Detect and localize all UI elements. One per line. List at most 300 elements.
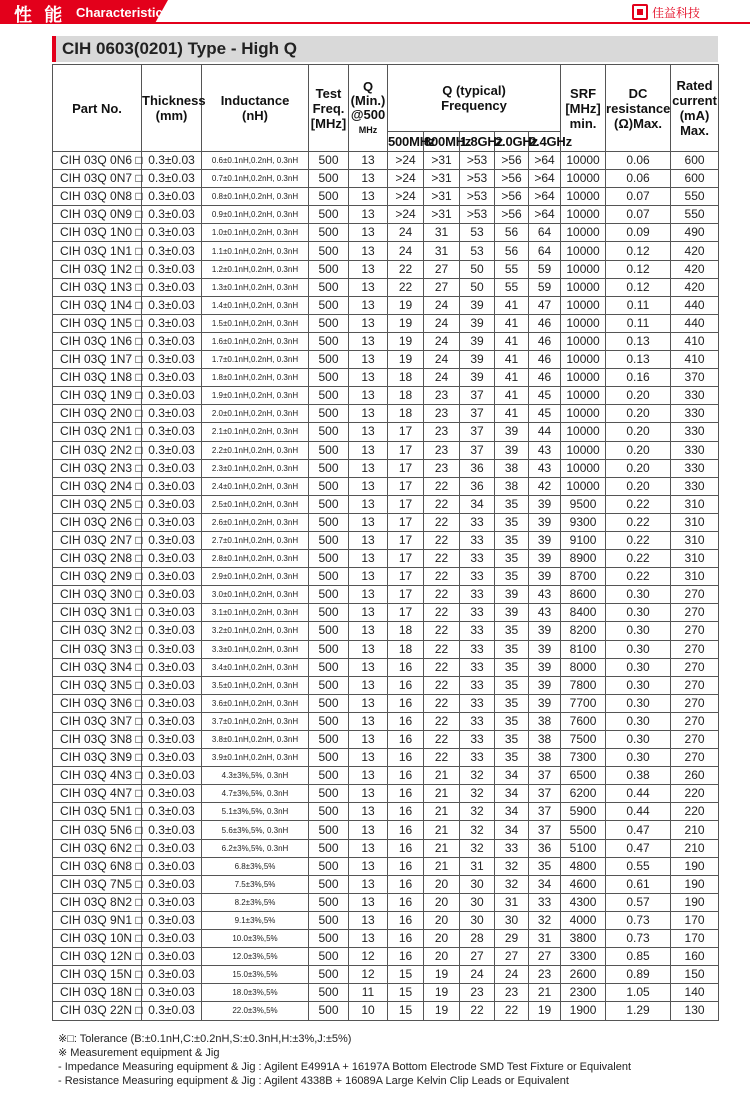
- cell-q-800mhz: 24: [424, 332, 460, 350]
- cell-srf: 10000: [561, 441, 606, 459]
- table-row: [53, 260, 719, 278]
- cell-part-number: CIH 03Q 3N6 □: [53, 694, 142, 712]
- cell-q-800mhz: 22: [424, 477, 460, 495]
- cell-q-1.8ghz: 32: [460, 821, 495, 839]
- cell-rated-current: 220: [671, 785, 719, 803]
- cell-rated-current: 440: [671, 314, 719, 332]
- cell-part-number: CIH 03Q 1N3 □: [53, 278, 142, 296]
- cell-q-2.4ghz: >64: [529, 206, 561, 224]
- note-impedance-equipment: - Impedance Measuring equipment & Jig : Agilent E4991A + 16197A Bottom Electrode SMD Test Fixture or Equivalent: [58, 1061, 632, 1073]
- cell-srf: 4000: [561, 911, 606, 929]
- cell-rated-current: 160: [671, 948, 719, 966]
- table-row: [53, 206, 719, 224]
- table-row: [53, 785, 719, 803]
- cell-q-min: 13: [349, 495, 388, 513]
- cell-q-2.4ghz: 44: [529, 423, 561, 441]
- cell-q-2.4ghz: 35: [529, 857, 561, 875]
- cell-q-500mhz: 16: [388, 658, 424, 676]
- cell-dc-resistance: 1.05: [606, 984, 671, 1002]
- cell-srf: 10000: [561, 278, 606, 296]
- cell-q-2.4ghz: 39: [529, 495, 561, 513]
- cell-q-1.8ghz: >53: [460, 152, 495, 170]
- cell-inductance: 2.1±0.1nH,0.2nH, 0.3nH: [202, 423, 309, 441]
- cell-q-1.8ghz: 39: [460, 314, 495, 332]
- cell-srf: 10000: [561, 405, 606, 423]
- cell-q-2.4ghz: 45: [529, 387, 561, 405]
- cell-q-500mhz: 16: [388, 875, 424, 893]
- cell-rated-current: 420: [671, 242, 719, 260]
- cell-q-1.8ghz: 36: [460, 459, 495, 477]
- cell-inductance: 22.0±3%,5%: [202, 1002, 309, 1020]
- cell-q-2.4ghz: 46: [529, 314, 561, 332]
- cell-inductance: 1.1±0.1nH,0.2nH, 0.3nH: [202, 242, 309, 260]
- cell-q-2.4ghz: 32: [529, 911, 561, 929]
- cell-test-freq: 500: [309, 314, 349, 332]
- cell-inductance: 1.2±0.1nH,0.2nH, 0.3nH: [202, 260, 309, 278]
- cell-q-1.8ghz: 33: [460, 604, 495, 622]
- cell-thickness: 0.3±0.03: [142, 351, 202, 369]
- cell-part-number: CIH 03Q 3N3 □: [53, 640, 142, 658]
- cell-part-number: CIH 03Q 1N0 □: [53, 224, 142, 242]
- cell-q-500mhz: 17: [388, 513, 424, 531]
- cell-test-freq: 500: [309, 568, 349, 586]
- cell-inductance: 3.0±0.1nH,0.2nH, 0.3nH: [202, 586, 309, 604]
- cell-dc-resistance: 0.30: [606, 712, 671, 730]
- cell-srf: 1900: [561, 1002, 606, 1020]
- cell-q-min: 13: [349, 369, 388, 387]
- table-row: [53, 622, 719, 640]
- cell-q-2.0ghz: 39: [495, 423, 529, 441]
- cell-test-freq: 500: [309, 857, 349, 875]
- cell-q-min: 11: [349, 984, 388, 1002]
- cell-test-freq: 500: [309, 152, 349, 170]
- header-title-en: Characteristics: [76, 5, 170, 20]
- cell-inductance: 10.0±3%,5%: [202, 930, 309, 948]
- cell-inductance: 1.9±0.1nH,0.2nH, 0.3nH: [202, 387, 309, 405]
- cell-q-500mhz: 16: [388, 712, 424, 730]
- cell-q-1.8ghz: 32: [460, 803, 495, 821]
- cell-q-min: 13: [349, 731, 388, 749]
- cell-dc-resistance: 0.12: [606, 278, 671, 296]
- cell-q-2.0ghz: >56: [495, 188, 529, 206]
- cell-q-min: 13: [349, 206, 388, 224]
- cell-q-800mhz: 22: [424, 676, 460, 694]
- cell-dc-resistance: 0.44: [606, 785, 671, 803]
- table-row: [53, 423, 719, 441]
- cell-inductance: 8.2±3%,5%: [202, 893, 309, 911]
- cell-dc-resistance: 0.22: [606, 495, 671, 513]
- cell-test-freq: 500: [309, 332, 349, 350]
- table-row: [53, 242, 719, 260]
- note-measurement-title: ※ Measurement equipment & Jig: [58, 1047, 220, 1059]
- cell-q-2.4ghz: 39: [529, 658, 561, 676]
- cell-srf: 9500: [561, 495, 606, 513]
- cell-q-2.4ghz: 21: [529, 984, 561, 1002]
- cell-q-800mhz: 23: [424, 459, 460, 477]
- cell-q-2.0ghz: 35: [495, 568, 529, 586]
- cell-q-2.4ghz: 39: [529, 676, 561, 694]
- cell-srf: 9100: [561, 531, 606, 549]
- cell-q-2.0ghz: 56: [495, 224, 529, 242]
- cell-part-number: CIH 03Q 3N2 □: [53, 622, 142, 640]
- cell-thickness: 0.3±0.03: [142, 966, 202, 984]
- cell-q-2.4ghz: 59: [529, 260, 561, 278]
- cell-rated-current: 370: [671, 369, 719, 387]
- cell-srf: 7300: [561, 749, 606, 767]
- cell-q-2.0ghz: 41: [495, 405, 529, 423]
- cell-srf: 5500: [561, 821, 606, 839]
- cell-part-number: CIH 03Q 3N1 □: [53, 604, 142, 622]
- cell-inductance: 3.4±0.1nH,0.2nH, 0.3nH: [202, 658, 309, 676]
- cell-dc-resistance: 0.30: [606, 658, 671, 676]
- cell-rated-current: 410: [671, 332, 719, 350]
- table-row: [53, 731, 719, 749]
- cell-test-freq: 500: [309, 495, 349, 513]
- table-row: [53, 640, 719, 658]
- cell-part-number: CIH 03Q 1N1 □: [53, 242, 142, 260]
- table-row: [53, 930, 719, 948]
- cell-dc-resistance: 0.89: [606, 966, 671, 984]
- cell-rated-current: 310: [671, 513, 719, 531]
- cell-inductance: 3.1±0.1nH,0.2nH, 0.3nH: [202, 604, 309, 622]
- header-q-min: [349, 65, 388, 152]
- cell-dc-resistance: 0.20: [606, 477, 671, 495]
- cell-test-freq: 500: [309, 712, 349, 730]
- cell-srf: 10000: [561, 369, 606, 387]
- cell-dc-resistance: 0.73: [606, 911, 671, 929]
- cell-q-2.4ghz: 43: [529, 586, 561, 604]
- cell-dc-resistance: 0.12: [606, 260, 671, 278]
- cell-srf: 10000: [561, 459, 606, 477]
- cell-q-2.0ghz: 32: [495, 857, 529, 875]
- cell-q-2.0ghz: 35: [495, 622, 529, 640]
- cell-q-min: 13: [349, 857, 388, 875]
- cell-q-2.0ghz: 27: [495, 948, 529, 966]
- cell-test-freq: 500: [309, 531, 349, 549]
- cell-q-500mhz: 17: [388, 531, 424, 549]
- header-rated-current: Rated current (mA) Max.: [671, 65, 719, 152]
- cell-q-1.8ghz: 32: [460, 839, 495, 857]
- cell-inductance: 5.6±3%,5%, 0.3nH: [202, 821, 309, 839]
- cell-q-2.0ghz: 35: [495, 658, 529, 676]
- cell-q-2.0ghz: 56: [495, 242, 529, 260]
- cell-q-1.8ghz: 30: [460, 893, 495, 911]
- cell-inductance: 6.2±3%,5%, 0.3nH: [202, 839, 309, 857]
- cell-q-800mhz: 21: [424, 821, 460, 839]
- company-logo-text: 佳益科技: [652, 5, 701, 20]
- cell-thickness: 0.3±0.03: [142, 1002, 202, 1020]
- cell-q-1.8ghz: 27: [460, 948, 495, 966]
- cell-rated-current: 600: [671, 170, 719, 188]
- cell-q-min: 13: [349, 821, 388, 839]
- cell-q-500mhz: 18: [388, 640, 424, 658]
- cell-thickness: 0.3±0.03: [142, 531, 202, 549]
- cell-inductance: 4.7±3%,5%, 0.3nH: [202, 785, 309, 803]
- table-row: [53, 893, 719, 911]
- cell-test-freq: 500: [309, 477, 349, 495]
- cell-thickness: 0.3±0.03: [142, 857, 202, 875]
- cell-q-1.8ghz: 33: [460, 694, 495, 712]
- cell-rated-current: 270: [671, 731, 719, 749]
- cell-test-freq: 500: [309, 658, 349, 676]
- header-q-min-label: Q (Min.) @500: [350, 78, 386, 122]
- cell-test-freq: 500: [309, 930, 349, 948]
- cell-inductance: 3.6±0.1nH,0.2nH, 0.3nH: [202, 694, 309, 712]
- cell-thickness: 0.3±0.03: [142, 803, 202, 821]
- cell-inductance: 1.3±0.1nH,0.2nH, 0.3nH: [202, 278, 309, 296]
- cell-thickness: 0.3±0.03: [142, 459, 202, 477]
- cell-q-2.4ghz: 39: [529, 622, 561, 640]
- cell-q-min: 13: [349, 188, 388, 206]
- cell-thickness: 0.3±0.03: [142, 767, 202, 785]
- cell-part-number: CIH 03Q 0N7 □: [53, 170, 142, 188]
- cell-part-number: CIH 03Q 2N4 □: [53, 477, 142, 495]
- cell-q-500mhz: 16: [388, 911, 424, 929]
- cell-q-800mhz: 19: [424, 966, 460, 984]
- cell-q-2.4ghz: 37: [529, 767, 561, 785]
- cell-srf: 10000: [561, 387, 606, 405]
- header-q-min-unit: MHz: [358, 124, 378, 135]
- cell-inductance: 1.0±0.1nH,0.2nH, 0.3nH: [202, 224, 309, 242]
- cell-q-500mhz: 16: [388, 785, 424, 803]
- cell-q-min: 13: [349, 839, 388, 857]
- header-dc-resistance: DC resistance (Ω)Max.: [606, 65, 671, 152]
- cell-q-800mhz: 22: [424, 694, 460, 712]
- cell-rated-current: 170: [671, 930, 719, 948]
- cell-inductance: 0.6±0.1nH,0.2nH, 0.3nH: [202, 152, 309, 170]
- cell-q-500mhz: 18: [388, 369, 424, 387]
- cell-dc-resistance: 0.44: [606, 803, 671, 821]
- cell-q-min: 13: [349, 351, 388, 369]
- cell-q-1.8ghz: 32: [460, 767, 495, 785]
- cell-q-800mhz: >31: [424, 152, 460, 170]
- header-thickness: Thickness (mm): [142, 65, 202, 152]
- cell-inductance: 1.6±0.1nH,0.2nH, 0.3nH: [202, 332, 309, 350]
- cell-srf: 10000: [561, 152, 606, 170]
- cell-q-2.0ghz: 35: [495, 640, 529, 658]
- cell-q-500mhz: 24: [388, 242, 424, 260]
- cell-q-500mhz: 16: [388, 839, 424, 857]
- cell-srf: 10000: [561, 351, 606, 369]
- cell-q-2.4ghz: >64: [529, 188, 561, 206]
- cell-dc-resistance: 0.30: [606, 586, 671, 604]
- cell-q-500mhz: 17: [388, 477, 424, 495]
- cell-test-freq: 500: [309, 423, 349, 441]
- table-row: [53, 351, 719, 369]
- cell-thickness: 0.3±0.03: [142, 224, 202, 242]
- cell-srf: 10000: [561, 224, 606, 242]
- cell-dc-resistance: 0.22: [606, 513, 671, 531]
- cell-thickness: 0.3±0.03: [142, 640, 202, 658]
- cell-thickness: 0.3±0.03: [142, 694, 202, 712]
- cell-thickness: 0.3±0.03: [142, 296, 202, 314]
- cell-part-number: CIH 03Q 1N2 □: [53, 260, 142, 278]
- cell-part-number: CIH 03Q 3N9 □: [53, 749, 142, 767]
- cell-q-500mhz: 17: [388, 568, 424, 586]
- cell-q-500mhz: 16: [388, 893, 424, 911]
- cell-q-500mhz: 19: [388, 332, 424, 350]
- cell-inductance: 0.9±0.1nH,0.2nH, 0.3nH: [202, 206, 309, 224]
- cell-q-2.0ghz: 35: [495, 676, 529, 694]
- cell-q-500mhz: 16: [388, 948, 424, 966]
- cell-q-1.8ghz: 33: [460, 622, 495, 640]
- cell-q-500mhz: 17: [388, 604, 424, 622]
- cell-q-min: 13: [349, 875, 388, 893]
- cell-q-800mhz: 22: [424, 531, 460, 549]
- cell-thickness: 0.3±0.03: [142, 278, 202, 296]
- cell-q-1.8ghz: 22: [460, 1002, 495, 1020]
- cell-q-min: 13: [349, 785, 388, 803]
- cell-inductance: 3.8±0.1nH,0.2nH, 0.3nH: [202, 731, 309, 749]
- cell-q-2.4ghz: >64: [529, 170, 561, 188]
- cell-q-min: 13: [349, 622, 388, 640]
- cell-q-min: 13: [349, 749, 388, 767]
- cell-dc-resistance: 0.30: [606, 640, 671, 658]
- cell-part-number: CIH 03Q 0N8 □: [53, 188, 142, 206]
- cell-test-freq: 500: [309, 351, 349, 369]
- cell-part-number: CIH 03Q 1N4 □: [53, 296, 142, 314]
- header-freq-800mhz: 800MHz: [424, 132, 460, 152]
- cell-srf: 8600: [561, 586, 606, 604]
- cell-inductance: 3.5±0.1nH,0.2nH, 0.3nH: [202, 676, 309, 694]
- cell-q-1.8ghz: 39: [460, 332, 495, 350]
- cell-q-500mhz: 17: [388, 495, 424, 513]
- cell-thickness: 0.3±0.03: [142, 911, 202, 929]
- cell-inductance: 1.5±0.1nH,0.2nH, 0.3nH: [202, 314, 309, 332]
- cell-q-min: 13: [349, 640, 388, 658]
- table-row: [53, 712, 719, 730]
- cell-q-min: 13: [349, 459, 388, 477]
- cell-q-min: 13: [349, 604, 388, 622]
- table-row: [53, 966, 719, 984]
- cell-q-500mhz: 16: [388, 749, 424, 767]
- cell-q-2.4ghz: 38: [529, 731, 561, 749]
- cell-srf: 10000: [561, 206, 606, 224]
- table-row: [53, 170, 719, 188]
- cell-thickness: 0.3±0.03: [142, 477, 202, 495]
- section-title: CIH 0603(0201) Type - High Q: [62, 39, 297, 58]
- cell-thickness: 0.3±0.03: [142, 387, 202, 405]
- cell-q-2.0ghz: >56: [495, 152, 529, 170]
- cell-q-1.8ghz: 31: [460, 857, 495, 875]
- cell-srf: 3800: [561, 930, 606, 948]
- cell-inductance: 2.6±0.1nH,0.2nH, 0.3nH: [202, 513, 309, 531]
- cell-part-number: CIH 03Q 3N7 □: [53, 712, 142, 730]
- cell-part-number: CIH 03Q 15N □: [53, 966, 142, 984]
- cell-rated-current: 310: [671, 531, 719, 549]
- cell-test-freq: 500: [309, 767, 349, 785]
- cell-q-500mhz: 15: [388, 966, 424, 984]
- cell-q-1.8ghz: 36: [460, 477, 495, 495]
- cell-thickness: 0.3±0.03: [142, 658, 202, 676]
- table-row: [53, 984, 719, 1002]
- cell-rated-current: 330: [671, 387, 719, 405]
- cell-thickness: 0.3±0.03: [142, 188, 202, 206]
- cell-q-800mhz: 20: [424, 930, 460, 948]
- cell-part-number: CIH 03Q 2N2 □: [53, 441, 142, 459]
- cell-dc-resistance: 0.30: [606, 731, 671, 749]
- cell-q-2.0ghz: 35: [495, 513, 529, 531]
- section-accent-bar: [52, 36, 56, 62]
- cell-dc-resistance: 0.20: [606, 423, 671, 441]
- cell-inductance: 2.7±0.1nH,0.2nH, 0.3nH: [202, 531, 309, 549]
- cell-q-2.0ghz: 24: [495, 966, 529, 984]
- cell-rated-current: 270: [671, 658, 719, 676]
- table-row: [53, 839, 719, 857]
- cell-test-freq: 500: [309, 550, 349, 568]
- cell-test-freq: 500: [309, 1002, 349, 1020]
- cell-test-freq: 500: [309, 966, 349, 984]
- cell-part-number: CIH 03Q 2N5 □: [53, 495, 142, 513]
- cell-q-min: 13: [349, 568, 388, 586]
- cell-q-800mhz: 23: [424, 441, 460, 459]
- cell-q-800mhz: 20: [424, 911, 460, 929]
- cell-q-800mhz: 20: [424, 893, 460, 911]
- cell-q-1.8ghz: 28: [460, 930, 495, 948]
- cell-dc-resistance: 0.06: [606, 170, 671, 188]
- cell-part-number: CIH 03Q 4N7 □: [53, 785, 142, 803]
- top-header-bar: [0, 0, 750, 24]
- cell-q-500mhz: 16: [388, 803, 424, 821]
- cell-rated-current: 310: [671, 568, 719, 586]
- cell-q-800mhz: >31: [424, 170, 460, 188]
- cell-q-2.0ghz: 55: [495, 260, 529, 278]
- cell-q-500mhz: 19: [388, 314, 424, 332]
- cell-dc-resistance: 0.20: [606, 405, 671, 423]
- table-row: [53, 658, 719, 676]
- cell-q-2.0ghz: 35: [495, 694, 529, 712]
- cell-q-2.0ghz: 41: [495, 314, 529, 332]
- cell-q-500mhz: 18: [388, 622, 424, 640]
- cell-part-number: CIH 03Q 3N4 □: [53, 658, 142, 676]
- cell-q-1.8ghz: 33: [460, 749, 495, 767]
- header-freq-2.4ghz: 2.4GHz: [529, 132, 561, 152]
- cell-q-500mhz: >24: [388, 152, 424, 170]
- cell-srf: 5100: [561, 839, 606, 857]
- cell-q-1.8ghz: 37: [460, 387, 495, 405]
- cell-dc-resistance: 0.11: [606, 314, 671, 332]
- cell-q-2.0ghz: 32: [495, 875, 529, 893]
- cell-test-freq: 500: [309, 604, 349, 622]
- cell-thickness: 0.3±0.03: [142, 405, 202, 423]
- cell-q-2.4ghz: 45: [529, 405, 561, 423]
- cell-inductance: 2.5±0.1nH,0.2nH, 0.3nH: [202, 495, 309, 513]
- cell-q-1.8ghz: 33: [460, 586, 495, 604]
- cell-q-800mhz: 22: [424, 586, 460, 604]
- cell-q-min: 13: [349, 387, 388, 405]
- cell-inductance: 2.8±0.1nH,0.2nH, 0.3nH: [202, 550, 309, 568]
- cell-q-500mhz: 17: [388, 459, 424, 477]
- cell-dc-resistance: 0.73: [606, 930, 671, 948]
- cell-q-2.4ghz: 59: [529, 278, 561, 296]
- cell-q-2.4ghz: 38: [529, 749, 561, 767]
- cell-q-min: 13: [349, 803, 388, 821]
- cell-q-500mhz: 19: [388, 296, 424, 314]
- cell-dc-resistance: 0.20: [606, 441, 671, 459]
- cell-q-1.8ghz: >53: [460, 170, 495, 188]
- cell-rated-current: 270: [671, 604, 719, 622]
- cell-part-number: CIH 03Q 1N8 □: [53, 369, 142, 387]
- cell-q-500mhz: 16: [388, 694, 424, 712]
- cell-thickness: 0.3±0.03: [142, 731, 202, 749]
- cell-srf: 5900: [561, 803, 606, 821]
- cell-dc-resistance: 0.30: [606, 604, 671, 622]
- cell-q-min: 13: [349, 676, 388, 694]
- cell-q-2.0ghz: 39: [495, 441, 529, 459]
- cell-q-800mhz: 21: [424, 767, 460, 785]
- cell-q-1.8ghz: >53: [460, 188, 495, 206]
- cell-q-min: 13: [349, 332, 388, 350]
